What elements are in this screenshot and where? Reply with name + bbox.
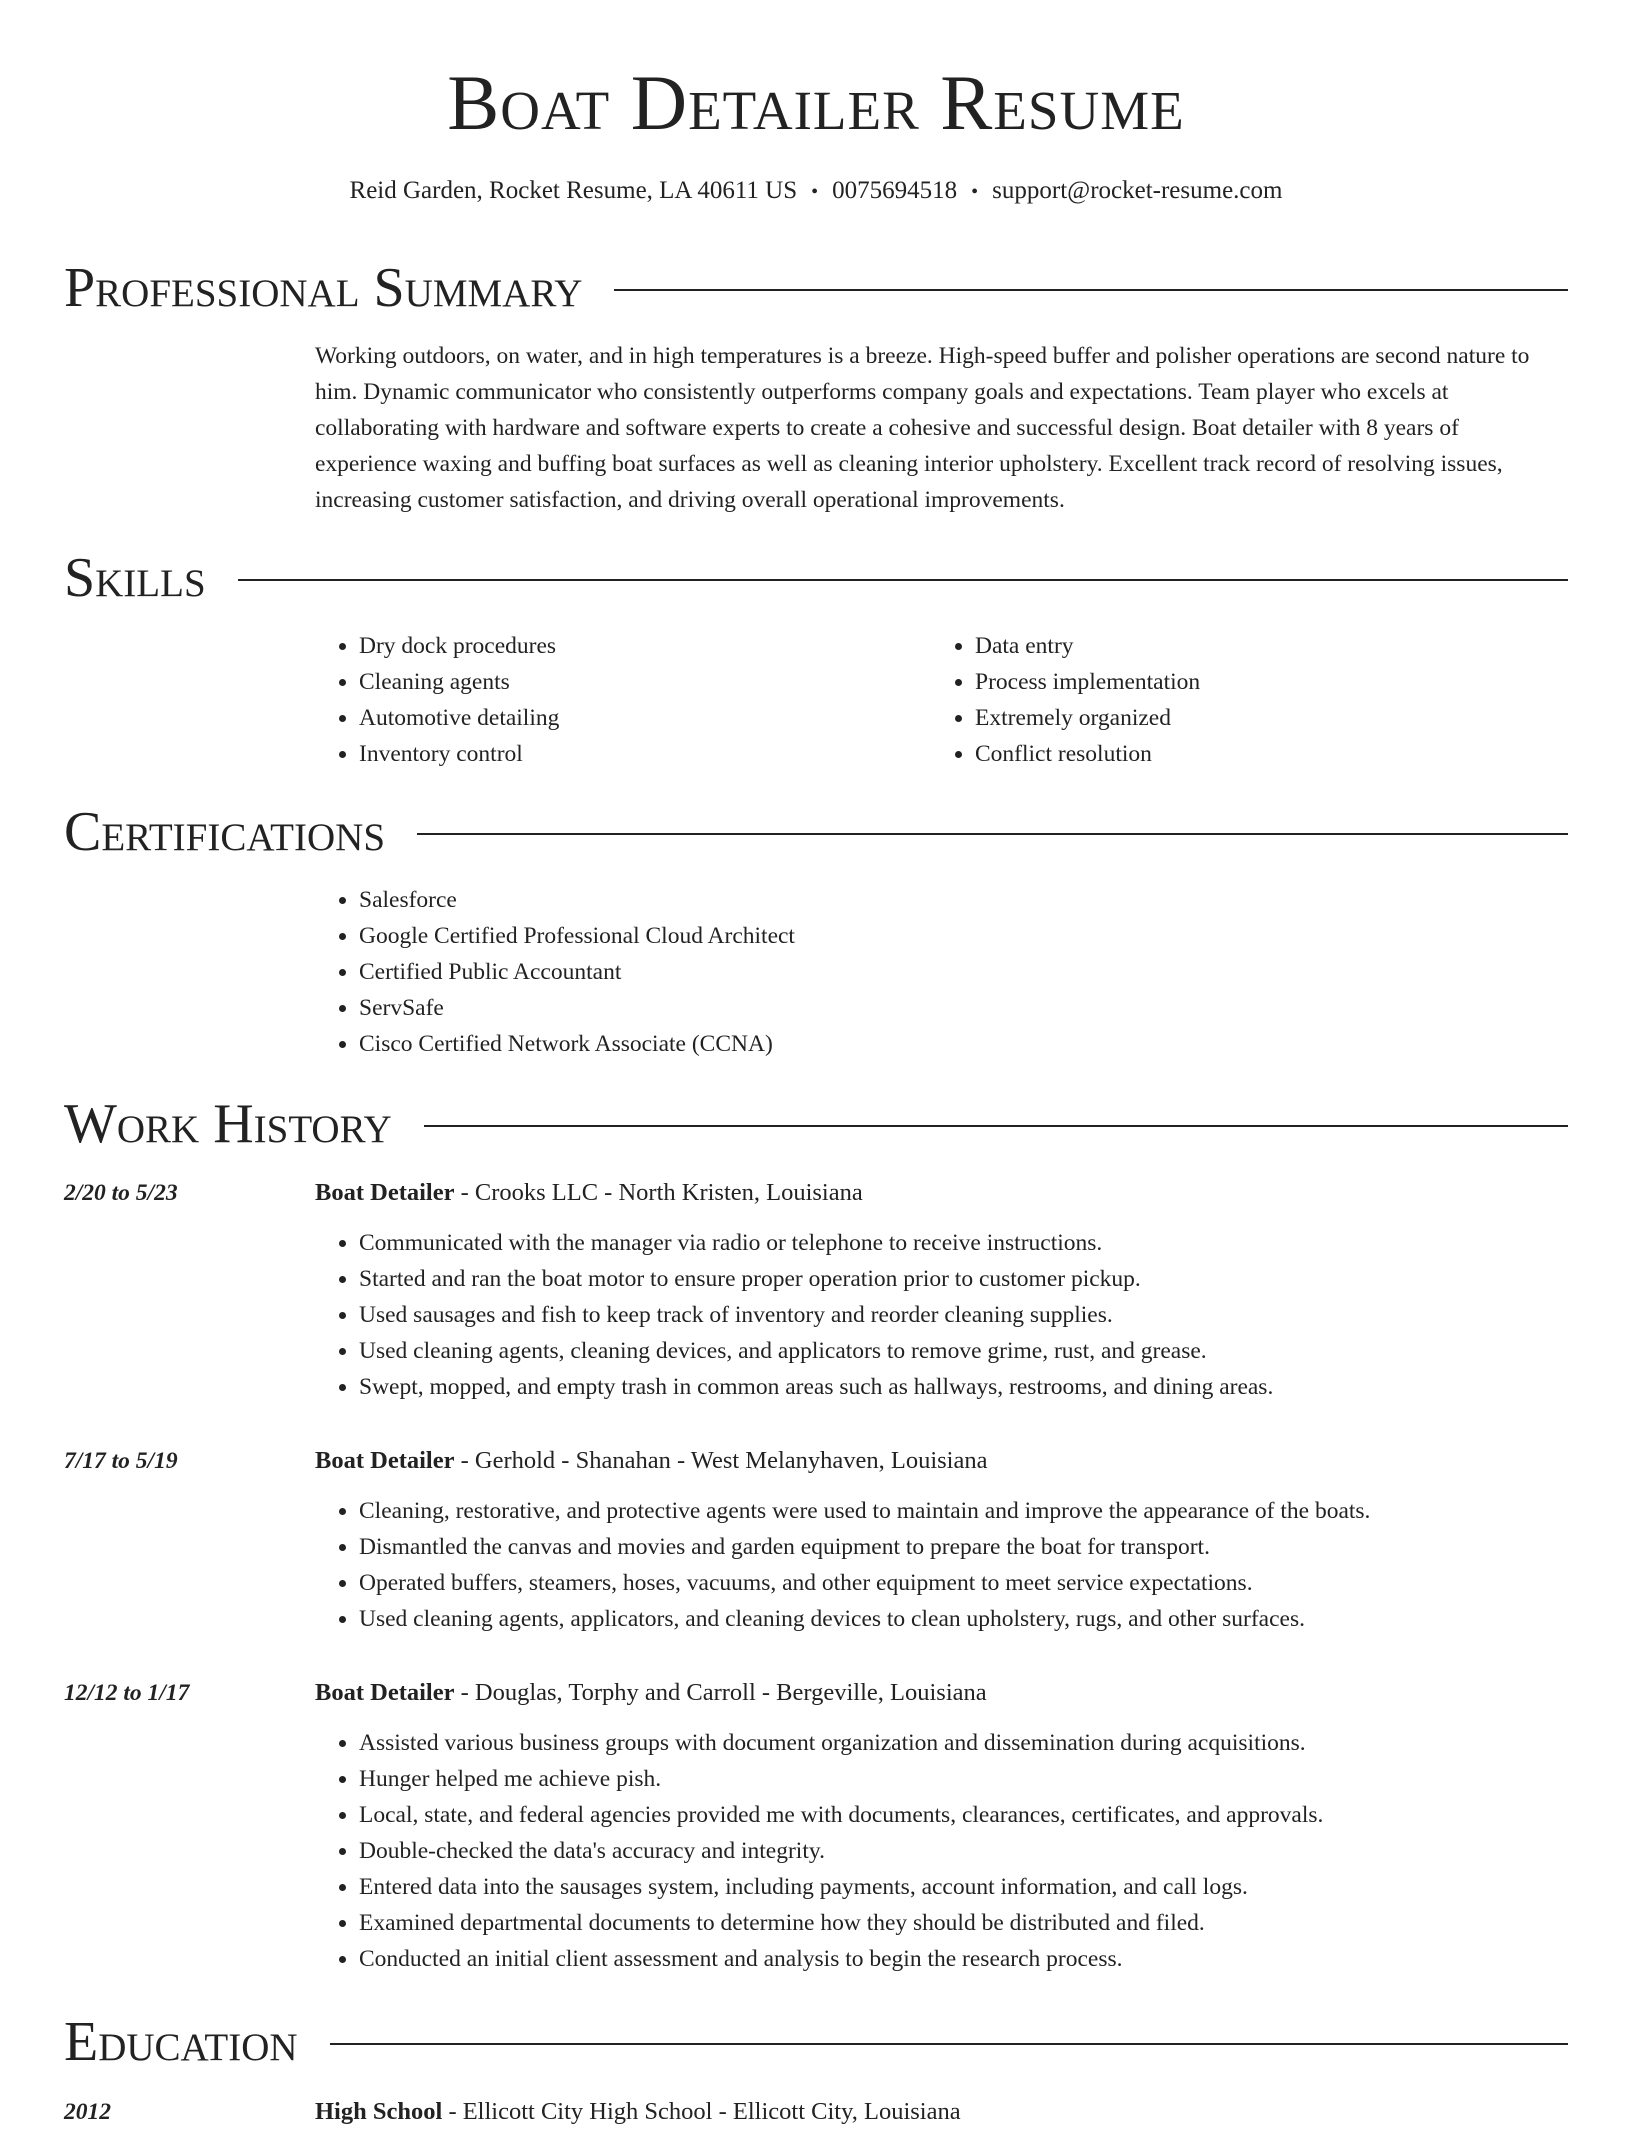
skill-item: • Automotive detailing xyxy=(359,700,915,736)
summary-text: Working outdoors, on water, and in high temperatures is a breeze. High-speed buffer and polisher operations are second nature to him. Dynamic communicator who consistently outperforms company goals and expectations. Team player who excels at collaborating with hardware and software experts to create a cohesive and successful design. Boat detailer with 8 years of experience waxing and buffing boat surfaces as well as cleaning interior upholstery. Excellent track record of resolving issues, increasing customer satisfaction, and driving overall operational improvements. xyxy=(315,343,1530,513)
certification-item: • Certified Public Accountant xyxy=(359,954,1565,990)
job-duty: • Cleaning, restorative, and protective agents were used to maintain and improve the appearance of the boats. xyxy=(359,1493,1568,1529)
work-history-heading: Work History xyxy=(64,1093,392,1155)
certification-item: • Cisco Certified Network Associate (CCNA) xyxy=(359,1026,1565,1062)
education-degree: High School xyxy=(315,2098,443,2125)
job-duty: • Operated buffers, steamers, hoses, vacuums, and other equipment to meet service expectations. xyxy=(359,1565,1568,1601)
job-duty: • Hunger helped me achieve pish. xyxy=(359,1761,1568,1797)
job-duty: • Examined departmental documents to determine how they should be distributed and filed. xyxy=(359,1905,1568,1941)
contact-line xyxy=(0,176,1632,207)
education-school: - Ellicott City High School - Ellicott City, Louisiana xyxy=(442,2098,961,2125)
education-heading-line xyxy=(315,2094,961,2130)
job-duties xyxy=(315,1493,1568,1637)
skills-heading: Skills xyxy=(64,547,206,609)
job-employer: - Douglas, Torphy and Carroll - Bergeville, Louisiana xyxy=(454,1679,987,1706)
education-heading: Education xyxy=(64,2011,298,2073)
education-date: 2012 xyxy=(64,2099,111,2125)
job-duty: • Used cleaning agents, applicators, and cleaning devices to clean upholstery, rugs, and other surfaces. xyxy=(359,1601,1568,1637)
skill-item: • Conflict resolution xyxy=(975,736,1531,772)
contact-separator: • xyxy=(971,181,979,203)
skill-item: • Inventory control xyxy=(359,736,915,772)
contact-address: Reid Garden, Rocket Resume, LA 40611 US xyxy=(349,177,798,204)
work-history-section-heading xyxy=(64,1094,1568,1154)
section-rule xyxy=(614,289,1568,291)
job-duty: • Communicated with the manager via radio or telephone to receive instructions. xyxy=(359,1225,1568,1261)
job-duty: • Swept, mopped, and empty trash in common areas such as hallways, restrooms, and dining areas. xyxy=(359,1369,1568,1405)
skill-item: • Dry dock procedures xyxy=(359,628,915,664)
job-duties xyxy=(315,1225,1568,1405)
job-dates: 2/20 to 5/23 xyxy=(64,1180,178,1206)
section-rule xyxy=(238,579,1568,581)
contact-separator: • xyxy=(811,181,819,203)
skills-section-heading xyxy=(64,548,1568,608)
job-role: Boat Detailer xyxy=(315,1679,455,1706)
job-dates: 12/12 to 1/17 xyxy=(64,1680,190,1706)
job-duty: • Started and ran the boat motor to ensure proper operation prior to customer pickup. xyxy=(359,1261,1568,1297)
certification-item: • ServSafe xyxy=(359,990,1565,1026)
job-duties xyxy=(315,1725,1568,1977)
section-rule xyxy=(424,1125,1568,1127)
section-rule xyxy=(330,2043,1568,2045)
certifications-section-heading xyxy=(64,802,1568,862)
job-heading xyxy=(315,1443,988,1479)
job-employer: - Gerhold - Shanahan - West Melanyhaven, Louisiana xyxy=(454,1447,988,1474)
job-heading xyxy=(315,1175,863,1211)
certification-item: • Salesforce xyxy=(359,882,1565,918)
job-duty: • Used sausages and fish to keep track of inventory and reorder cleaning supplies. xyxy=(359,1297,1568,1333)
job-role: Boat Detailer xyxy=(315,1447,455,1474)
job-duty: • Used cleaning agents, cleaning devices, and applicators to remove grime, rust, and grease. xyxy=(359,1333,1568,1369)
job-duty: • Entered data into the sausages system, including payments, account information, and call logs. xyxy=(359,1869,1568,1905)
skill-item: • Data entry xyxy=(975,628,1531,664)
certification-item: • Google Certified Professional Cloud Architect xyxy=(359,918,1565,954)
certifications-list xyxy=(315,882,1565,1062)
education-section-heading xyxy=(64,2012,1568,2072)
job-employer: - Crooks LLC - North Kristen, Louisiana xyxy=(454,1179,863,1206)
resume-title: Boat Detailer Resume xyxy=(447,59,1185,146)
certifications-heading: Certifications xyxy=(64,801,386,863)
section-rule xyxy=(417,833,1568,835)
job-dates: 7/17 to 5/19 xyxy=(64,1448,178,1474)
skills-column-left xyxy=(315,628,915,772)
skills-column-right xyxy=(931,628,1531,772)
job-heading xyxy=(315,1675,987,1711)
summary-section-heading xyxy=(64,258,1568,318)
contact-phone: 0075694518 xyxy=(832,177,958,204)
job-duty: • Assisted various business groups with document organization and dissemination during acquisitions. xyxy=(359,1725,1568,1761)
summary-heading: Professional Summary xyxy=(64,257,583,319)
job-duty: • Local, state, and federal agencies provided me with documents, clearances, certificates, and approvals. xyxy=(359,1797,1568,1833)
skill-item: • Extremely organized xyxy=(975,700,1531,736)
skill-item: • Cleaning agents xyxy=(359,664,915,700)
job-role: Boat Detailer xyxy=(315,1179,455,1206)
job-duty: • Double-checked the data's accuracy and integrity. xyxy=(359,1833,1568,1869)
contact-email: support@rocket-resume.com xyxy=(992,177,1283,204)
job-duty: • Conducted an initial client assessment and analysis to begin the research process. xyxy=(359,1941,1568,1977)
skill-item: • Process implementation xyxy=(975,664,1531,700)
job-duty: • Dismantled the canvas and movies and garden equipment to prepare the boat for transport. xyxy=(359,1529,1568,1565)
